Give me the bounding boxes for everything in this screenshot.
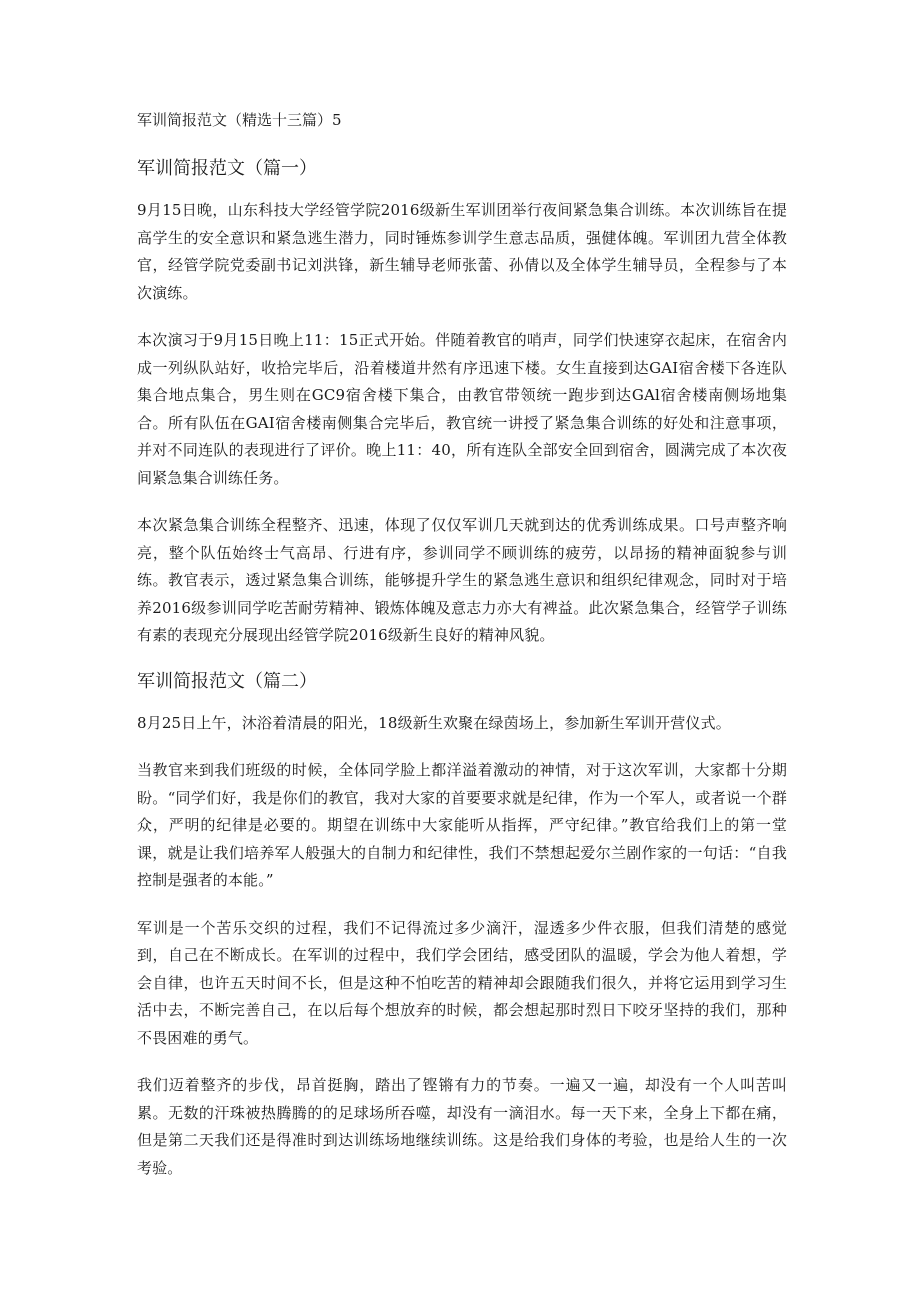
section-heading: 军训简报范文（篇一）: [137, 158, 317, 179]
paragraph: 本次紧急集合训练全程整齐、迅速，体现了仅仅军训几天就到达的优秀训练成果。口号声整齐响亮，整个队伍始终士气高昂、行进有序，参训同学不顾训练的疲劳，以昂扬的精神面貌参与训练。教官表示，透过紧急集合训练，能够提升学生的紧急逃生意识和组织纪律观念，同时对于培养2016级参训同学吃苦耐劳精神、锻炼体魄及意志力亦大有裨益。此次紧急集合，经管学子训练有素的表现充分展现出经管学院2016级新生良好的精神风貌。: [137, 516, 787, 644]
paragraph: 9月15日晚，山东科技大学经管学院2016级新生军训团举行夜间紧急集合训练。本次训练旨在提高学生的安全意识和紧急逃生潜力，同时锤炼参训学生意志品质，强健体魄。军训团九营全体教官，经管学院党委副书记刘洪锋，新生辅导老师张蕾、孙倩以及全体学生辅导员，全程参与了本次演练。: [137, 201, 787, 302]
paragraph: 军训是一个苦乐交织的过程，我们不记得流过多少滴汗，湿透多少件衣服，但我们清楚的感觉到，自己在不断成长。在军训的过程中，我们学会团结，感受团队的温暖，学会为他人着想，学会自律，也许五天时间不长，但是这种不怕吃苦的精神却会跟随我们很久，并将它运用到学习生活中去，不断完善自己，在以后每个想放弃的时候，都会想起那时烈日下咬牙坚持的我们，那种不畏困难的勇气。: [137, 918, 787, 1047]
paragraph: 我们迈着整齐的步伐，昂首挺胸，踏出了铿锵有力的节奏。一遍又一遍，却没有一个人叫苦叫累。无数的汗珠被热腾腾的的足球场所吞噬，却没有一滴泪水。每一天下来，全身上下都在痛，但是第二天我们还是得准时到达训练场地继续训练。这是给我们身体的考验，也是给人生的一次考验。: [137, 1076, 787, 1177]
section-heading: 军训简报范文（篇二）: [137, 670, 317, 692]
paragraph: 8月25日上午，沐浴着清晨的阳光，18级新生欢聚在绿茵场上，参加新生军训开营仪式。: [137, 713, 731, 732]
paragraph: 当教官来到我们班级的时候，全体同学脸上都洋溢着激动的神情，对于这次军训，大家都十分期盼。“同学们好，我是你们的教官，我对大家的首要要求就是纪律，作为一个军人，或者说一个群众，严明的纪律是必要的。期望在训练中大家能听从指挥，严守纪律。”教官给我们上的第一堂课，就是让我们培养军人般强大的自制力和纪律性，我们不禁想起爱尔兰剧作家的一句话：“自我控制是强者的本能。”: [137, 761, 787, 889]
document-page: [137, 110, 787, 1202]
document-title: 军训简报范文（精选十三篇）5: [137, 111, 342, 129]
section-2: [137, 670, 787, 1183]
section-1: [137, 157, 787, 650]
paragraph: 本次演习于9月15日晚上11：15正式开始。伴随着教官的哨声，同学们快速穿衣起床，在宿舍内成一列纵队站好，收拾完毕后，沿着楼道井然有序迅速下楼。女生直接到达GAI宿舍楼下各连队集合地点集合，男生则在GC9宿舍楼下集合，由教官带领统一跑步到达GAl宿舍楼南侧场地集合。所有队伍在GAI宿舍楼南侧集合完毕后，教官统一讲授了紧急集合训练的好处和注意事项，并对不同连队的表现进行了评价。晚上11：40，所有连队全部安全回到宿舍，圆满完成了本次夜间紧急集合训练任务。: [137, 331, 787, 487]
